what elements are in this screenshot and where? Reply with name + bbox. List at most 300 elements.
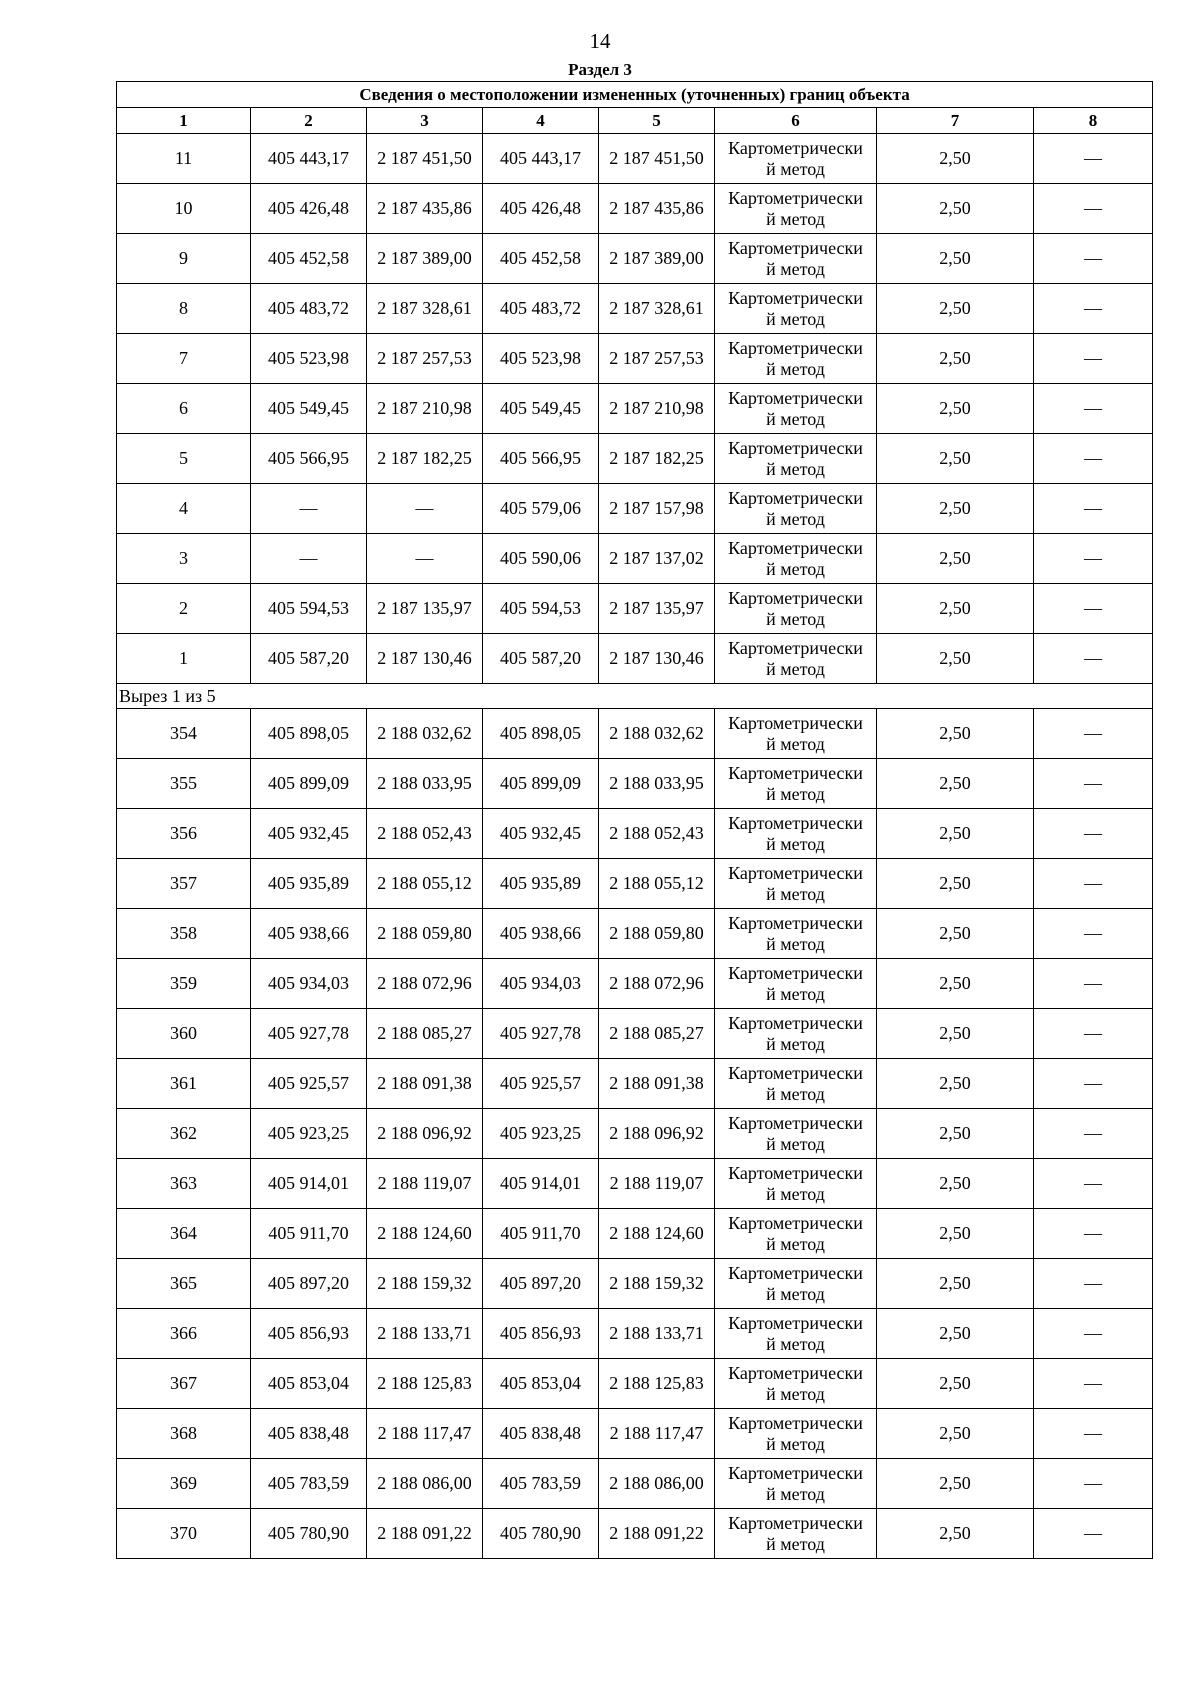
- point-number-cell: 359: [117, 959, 251, 1009]
- x-old-cell: 405 483,72: [251, 284, 367, 334]
- y-new-cell: 2 187 451,50: [599, 134, 715, 184]
- column-header: 3: [367, 108, 483, 134]
- method-text-line1: Картометрически: [728, 762, 863, 783]
- x-old-cell: 405 932,45: [251, 809, 367, 859]
- y-new-cell: 2 187 130,46: [599, 634, 715, 684]
- description-cell: —: [1034, 134, 1153, 184]
- description-cell: —: [1034, 1409, 1153, 1459]
- table-row: [117, 234, 1153, 284]
- y-old-cell: 2 187 389,00: [367, 234, 483, 284]
- x-new-cell: 405 932,45: [483, 809, 599, 859]
- table-row: [117, 584, 1153, 634]
- point-number-cell: 10: [117, 184, 251, 234]
- y-new-cell: 2 188 117,47: [599, 1409, 715, 1459]
- method-cell: [715, 1459, 877, 1509]
- method-cell: [715, 909, 877, 959]
- method-text-line2: й метод: [766, 158, 825, 179]
- y-old-cell: 2 187 135,97: [367, 584, 483, 634]
- description-cell: —: [1034, 584, 1153, 634]
- x-old-cell: 405 925,57: [251, 1059, 367, 1109]
- table-row: [117, 1409, 1153, 1459]
- x-new-cell: 405 853,04: [483, 1359, 599, 1409]
- method-text-line2: й метод: [766, 1533, 825, 1554]
- subheading-row: [117, 684, 1153, 709]
- x-new-cell: 405 523,98: [483, 334, 599, 384]
- x-old-cell: 405 927,78: [251, 1009, 367, 1059]
- description-cell: —: [1034, 859, 1153, 909]
- method-text-line1: Картометрически: [728, 712, 863, 733]
- method-cell: [715, 1159, 877, 1209]
- point-number-cell: 8: [117, 284, 251, 334]
- table-row: [117, 384, 1153, 434]
- y-new-cell: 2 187 135,97: [599, 584, 715, 634]
- y-new-cell: 2 187 210,98: [599, 384, 715, 434]
- method-cell: [715, 859, 877, 909]
- y-new-cell: 2 188 059,80: [599, 909, 715, 959]
- accuracy-cell: 2,50: [877, 1259, 1034, 1309]
- table-row: [117, 959, 1153, 1009]
- method-cell: [715, 1409, 877, 1459]
- description-cell: —: [1034, 234, 1153, 284]
- method-text-line2: й метод: [766, 608, 825, 629]
- accuracy-cell: 2,50: [877, 809, 1034, 859]
- description-cell: —: [1034, 909, 1153, 959]
- method-text-line2: й метод: [766, 1133, 825, 1154]
- accuracy-cell: 2,50: [877, 1409, 1034, 1459]
- x-old-cell: 405 856,93: [251, 1309, 367, 1359]
- x-new-cell: 405 838,48: [483, 1409, 599, 1459]
- method-text-line2: й метод: [766, 783, 825, 804]
- description-cell: —: [1034, 534, 1153, 584]
- accuracy-cell: 2,50: [877, 1359, 1034, 1409]
- x-new-cell: 405 934,03: [483, 959, 599, 1009]
- y-new-cell: 2 187 137,02: [599, 534, 715, 584]
- description-cell: —: [1034, 334, 1153, 384]
- point-number-cell: 7: [117, 334, 251, 384]
- table-row: [117, 1009, 1153, 1059]
- method-text-line2: й метод: [766, 1183, 825, 1204]
- x-new-cell: 405 898,05: [483, 709, 599, 759]
- y-new-cell: 2 188 133,71: [599, 1309, 715, 1359]
- x-old-cell: 405 443,17: [251, 134, 367, 184]
- description-cell: —: [1034, 759, 1153, 809]
- method-cell: [715, 334, 877, 384]
- x-old-cell: 405 899,09: [251, 759, 367, 809]
- description-cell: —: [1034, 1309, 1153, 1359]
- accuracy-cell: 2,50: [877, 334, 1034, 384]
- method-cell: [715, 1309, 877, 1359]
- method-text-line1: Картометрически: [728, 587, 863, 608]
- x-new-cell: 405 549,45: [483, 384, 599, 434]
- y-old-cell: 2 188 119,07: [367, 1159, 483, 1209]
- accuracy-cell: 2,50: [877, 759, 1034, 809]
- x-old-cell: 405 783,59: [251, 1459, 367, 1509]
- table-row: [117, 1359, 1153, 1409]
- method-cell: [715, 434, 877, 484]
- accuracy-cell: 2,50: [877, 284, 1034, 334]
- accuracy-cell: 2,50: [877, 1509, 1034, 1559]
- x-new-cell: 405 566,95: [483, 434, 599, 484]
- method-cell: [715, 184, 877, 234]
- accuracy-cell: 2,50: [877, 484, 1034, 534]
- accuracy-cell: 2,50: [877, 859, 1034, 909]
- description-cell: —: [1034, 384, 1153, 434]
- y-old-cell: 2 188 125,83: [367, 1359, 483, 1409]
- table-row: [117, 534, 1153, 584]
- table-row: [117, 1109, 1153, 1159]
- description-cell: —: [1034, 484, 1153, 534]
- point-number-cell: 357: [117, 859, 251, 909]
- x-new-cell: 405 579,06: [483, 484, 599, 534]
- method-text-line1: Картометрически: [728, 1212, 863, 1233]
- x-old-cell: 405 911,70: [251, 1209, 367, 1259]
- method-text-line1: Картометрически: [728, 1162, 863, 1183]
- y-old-cell: 2 188 086,00: [367, 1459, 483, 1509]
- table-row: [117, 809, 1153, 859]
- column-header: 4: [483, 108, 599, 134]
- method-text-line1: Картометрически: [728, 1312, 863, 1333]
- method-cell: [715, 1109, 877, 1159]
- y-new-cell: 2 188 085,27: [599, 1009, 715, 1059]
- x-new-cell: 405 899,09: [483, 759, 599, 809]
- method-text-line2: й метод: [766, 1383, 825, 1404]
- x-new-cell: 405 426,48: [483, 184, 599, 234]
- method-text-line1: Картометрически: [728, 862, 863, 883]
- y-old-cell: 2 188 032,62: [367, 709, 483, 759]
- method-text-line1: Картометрически: [728, 537, 863, 558]
- x-new-cell: 405 923,25: [483, 1109, 599, 1159]
- x-old-cell: 405 523,98: [251, 334, 367, 384]
- point-number-cell: 355: [117, 759, 251, 809]
- method-text-line1: Картометрически: [728, 337, 863, 358]
- y-old-cell: 2 188 055,12: [367, 859, 483, 909]
- method-text-line2: й метод: [766, 408, 825, 429]
- method-text-line2: й метод: [766, 933, 825, 954]
- point-number-cell: 369: [117, 1459, 251, 1509]
- method-text-line1: Картометрически: [728, 1262, 863, 1283]
- method-text-line1: Картометрически: [728, 1362, 863, 1383]
- column-header: 2: [251, 108, 367, 134]
- method-text-line2: й метод: [766, 883, 825, 904]
- y-new-cell: 2 188 091,22: [599, 1509, 715, 1559]
- x-old-cell: 405 549,45: [251, 384, 367, 434]
- point-number-cell: 9: [117, 234, 251, 284]
- point-number-cell: 3: [117, 534, 251, 584]
- y-old-cell: 2 187 210,98: [367, 384, 483, 434]
- method-text-line2: й метод: [766, 983, 825, 1004]
- point-number-cell: 364: [117, 1209, 251, 1259]
- point-number-cell: 361: [117, 1059, 251, 1109]
- point-number-cell: 367: [117, 1359, 251, 1409]
- method-cell: [715, 534, 877, 584]
- method-text-line1: Картометрически: [728, 962, 863, 983]
- y-new-cell: 2 188 055,12: [599, 859, 715, 909]
- column-header: 6: [715, 108, 877, 134]
- point-number-cell: 2: [117, 584, 251, 634]
- y-new-cell: 2 187 328,61: [599, 284, 715, 334]
- method-text-line1: Картометрически: [728, 1462, 863, 1483]
- method-text-line1: Картометрически: [728, 437, 863, 458]
- y-new-cell: 2 187 157,98: [599, 484, 715, 534]
- y-old-cell: 2 187 451,50: [367, 134, 483, 184]
- x-new-cell: 405 935,89: [483, 859, 599, 909]
- accuracy-cell: 2,50: [877, 1209, 1034, 1259]
- method-cell: [715, 284, 877, 334]
- point-number-cell: 360: [117, 1009, 251, 1059]
- table-row: [117, 1259, 1153, 1309]
- point-number-cell: 356: [117, 809, 251, 859]
- y-old-cell: 2 188 124,60: [367, 1209, 483, 1259]
- x-new-cell: 405 914,01: [483, 1159, 599, 1209]
- method-text-line1: Картометрически: [728, 387, 863, 408]
- y-new-cell: 2 188 091,38: [599, 1059, 715, 1109]
- x-old-cell: 405 838,48: [251, 1409, 367, 1459]
- method-cell: [715, 584, 877, 634]
- method-cell: [715, 959, 877, 1009]
- y-old-cell: 2 188 052,43: [367, 809, 483, 859]
- table-row: [117, 1459, 1153, 1509]
- table-row: [117, 284, 1153, 334]
- table-row: [117, 1309, 1153, 1359]
- y-new-cell: 2 188 052,43: [599, 809, 715, 859]
- table-row: [117, 909, 1153, 959]
- method-text-line2: й метод: [766, 308, 825, 329]
- column-header-row: [117, 108, 1153, 134]
- table-row: [117, 759, 1153, 809]
- x-new-cell: 405 783,59: [483, 1459, 599, 1509]
- method-text-line1: Картометрически: [728, 487, 863, 508]
- point-number-cell: 370: [117, 1509, 251, 1559]
- method-text-line1: Картометрически: [728, 137, 863, 158]
- x-old-cell: 405 780,90: [251, 1509, 367, 1559]
- method-cell: [715, 1359, 877, 1409]
- x-old-cell: 405 897,20: [251, 1259, 367, 1309]
- method-text-line2: й метод: [766, 558, 825, 579]
- method-text-line1: Картометрически: [728, 1012, 863, 1033]
- method-text-line1: Картометрически: [728, 1062, 863, 1083]
- section-title: Раздел 3: [568, 60, 632, 79]
- x-new-cell: 405 590,06: [483, 534, 599, 584]
- x-new-cell: 405 856,93: [483, 1309, 599, 1359]
- table-caption: Сведения о местоположении измененных (уточненных) границ объекта: [117, 82, 1153, 108]
- accuracy-cell: 2,50: [877, 534, 1034, 584]
- accuracy-cell: 2,50: [877, 1009, 1034, 1059]
- accuracy-cell: 2,50: [877, 134, 1034, 184]
- accuracy-cell: 2,50: [877, 584, 1034, 634]
- method-text-line2: й метод: [766, 1433, 825, 1454]
- x-new-cell: 405 443,17: [483, 134, 599, 184]
- table-row: [117, 334, 1153, 384]
- point-number-cell: 368: [117, 1409, 251, 1459]
- method-text-line1: Картометрически: [728, 912, 863, 933]
- y-old-cell: 2 187 182,25: [367, 434, 483, 484]
- y-new-cell: 2 187 182,25: [599, 434, 715, 484]
- point-number-cell: 363: [117, 1159, 251, 1209]
- y-old-cell: 2 187 257,53: [367, 334, 483, 384]
- table-row: [117, 434, 1153, 484]
- method-text-line2: й метод: [766, 358, 825, 379]
- y-old-cell: 2 187 435,86: [367, 184, 483, 234]
- description-cell: —: [1034, 1259, 1153, 1309]
- x-old-cell: 405 923,25: [251, 1109, 367, 1159]
- method-text-line1: Картометрически: [728, 187, 863, 208]
- y-new-cell: 2 188 124,60: [599, 1209, 715, 1259]
- method-text-line2: й метод: [766, 458, 825, 479]
- accuracy-cell: 2,50: [877, 234, 1034, 284]
- method-text-line2: й метод: [766, 1283, 825, 1304]
- table-row: [117, 184, 1153, 234]
- description-cell: —: [1034, 1009, 1153, 1059]
- method-text-line2: й метод: [766, 258, 825, 279]
- x-old-cell: 405 898,05: [251, 709, 367, 759]
- y-old-cell: 2 187 130,46: [367, 634, 483, 684]
- method-cell: [715, 634, 877, 684]
- method-cell: [715, 134, 877, 184]
- accuracy-cell: 2,50: [877, 1309, 1034, 1359]
- method-cell: [715, 1509, 877, 1559]
- method-text-line1: Картометрически: [728, 1512, 863, 1533]
- point-number-cell: 11: [117, 134, 251, 184]
- table-row: [117, 859, 1153, 909]
- point-number-cell: 4: [117, 484, 251, 534]
- x-old-cell: 405 938,66: [251, 909, 367, 959]
- y-old-cell: 2 188 033,95: [367, 759, 483, 809]
- y-old-cell: 2 188 133,71: [367, 1309, 483, 1359]
- accuracy-cell: 2,50: [877, 434, 1034, 484]
- x-old-cell: 405 452,58: [251, 234, 367, 284]
- y-old-cell: 2 187 328,61: [367, 284, 483, 334]
- method-text-line1: Картометрически: [728, 1412, 863, 1433]
- method-cell: [715, 1209, 877, 1259]
- table-row: [117, 1509, 1153, 1559]
- x-old-cell: 405 934,03: [251, 959, 367, 1009]
- method-text-line2: й метод: [766, 508, 825, 529]
- point-number-cell: 358: [117, 909, 251, 959]
- cutout-subheading: Вырез 1 из 5: [117, 684, 1153, 709]
- method-text-line1: Картометрически: [728, 1112, 863, 1133]
- description-cell: —: [1034, 709, 1153, 759]
- x-old-cell: 405 587,20: [251, 634, 367, 684]
- method-text-line1: Картометрически: [728, 237, 863, 258]
- y-new-cell: 2 188 033,95: [599, 759, 715, 809]
- table-row: [117, 1059, 1153, 1109]
- method-text-line1: Картометрически: [728, 812, 863, 833]
- y-new-cell: 2 188 086,00: [599, 1459, 715, 1509]
- y-new-cell: 2 188 125,83: [599, 1359, 715, 1409]
- accuracy-cell: 2,50: [877, 384, 1034, 434]
- x-new-cell: 405 897,20: [483, 1259, 599, 1309]
- description-cell: —: [1034, 1509, 1153, 1559]
- y-new-cell: 2 188 159,32: [599, 1259, 715, 1309]
- table-row: [117, 709, 1153, 759]
- method-text-line2: й метод: [766, 733, 825, 754]
- y-old-cell: 2 188 091,38: [367, 1059, 483, 1109]
- x-new-cell: 405 483,72: [483, 284, 599, 334]
- table-row: [117, 484, 1153, 534]
- method-cell: [715, 484, 877, 534]
- column-header: 8: [1034, 108, 1153, 134]
- table-row: [117, 1209, 1153, 1259]
- y-old-cell: 2 188 091,22: [367, 1509, 483, 1559]
- y-old-cell: 2 188 072,96: [367, 959, 483, 1009]
- x-new-cell: 405 925,57: [483, 1059, 599, 1109]
- point-number-cell: 6: [117, 384, 251, 434]
- method-text-line2: й метод: [766, 833, 825, 854]
- x-old-cell: —: [251, 534, 367, 584]
- method-text-line2: й метод: [766, 1333, 825, 1354]
- point-number-cell: 5: [117, 434, 251, 484]
- description-cell: —: [1034, 1059, 1153, 1109]
- point-number-cell: 1: [117, 634, 251, 684]
- method-cell: [715, 1259, 877, 1309]
- y-new-cell: 2 188 032,62: [599, 709, 715, 759]
- x-new-cell: 405 452,58: [483, 234, 599, 284]
- y-new-cell: 2 188 072,96: [599, 959, 715, 1009]
- x-old-cell: 405 853,04: [251, 1359, 367, 1409]
- x-old-cell: 405 935,89: [251, 859, 367, 909]
- x-old-cell: 405 566,95: [251, 434, 367, 484]
- accuracy-cell: 2,50: [877, 1059, 1034, 1109]
- x-new-cell: 405 594,53: [483, 584, 599, 634]
- accuracy-cell: 2,50: [877, 634, 1034, 684]
- point-number-cell: 354: [117, 709, 251, 759]
- point-number-cell: 366: [117, 1309, 251, 1359]
- method-text-line2: й метод: [766, 1083, 825, 1104]
- accuracy-cell: 2,50: [877, 959, 1034, 1009]
- column-header: 7: [877, 108, 1034, 134]
- x-new-cell: 405 927,78: [483, 1009, 599, 1059]
- description-cell: —: [1034, 1109, 1153, 1159]
- y-new-cell: 2 187 389,00: [599, 234, 715, 284]
- description-cell: —: [1034, 1459, 1153, 1509]
- method-text-line2: й метод: [766, 658, 825, 679]
- y-new-cell: 2 188 096,92: [599, 1109, 715, 1159]
- method-cell: [715, 1059, 877, 1109]
- table-row: [117, 134, 1153, 184]
- description-cell: —: [1034, 184, 1153, 234]
- accuracy-cell: 2,50: [877, 1159, 1034, 1209]
- description-cell: —: [1034, 634, 1153, 684]
- description-cell: —: [1034, 1159, 1153, 1209]
- description-cell: —: [1034, 959, 1153, 1009]
- accuracy-cell: 2,50: [877, 909, 1034, 959]
- y-old-cell: —: [367, 484, 483, 534]
- y-old-cell: 2 188 117,47: [367, 1409, 483, 1459]
- method-text-line2: й метод: [766, 1483, 825, 1504]
- y-new-cell: 2 188 119,07: [599, 1159, 715, 1209]
- x-new-cell: 405 911,70: [483, 1209, 599, 1259]
- x-old-cell: —: [251, 484, 367, 534]
- point-number-cell: 365: [117, 1259, 251, 1309]
- method-text-line2: й метод: [766, 1033, 825, 1054]
- x-old-cell: 405 426,48: [251, 184, 367, 234]
- method-cell: [715, 759, 877, 809]
- boundary-coordinates-table: [116, 81, 1153, 1559]
- method-cell: [715, 234, 877, 284]
- column-header: 1: [117, 108, 251, 134]
- page-number: 14: [589, 29, 611, 53]
- description-cell: —: [1034, 284, 1153, 334]
- x-new-cell: 405 587,20: [483, 634, 599, 684]
- accuracy-cell: 2,50: [877, 184, 1034, 234]
- table-row: [117, 1159, 1153, 1209]
- method-text-line1: Картометрически: [728, 287, 863, 308]
- accuracy-cell: 2,50: [877, 1459, 1034, 1509]
- method-cell: [715, 384, 877, 434]
- method-text-line2: й метод: [766, 208, 825, 229]
- description-cell: —: [1034, 1359, 1153, 1409]
- x-old-cell: 405 914,01: [251, 1159, 367, 1209]
